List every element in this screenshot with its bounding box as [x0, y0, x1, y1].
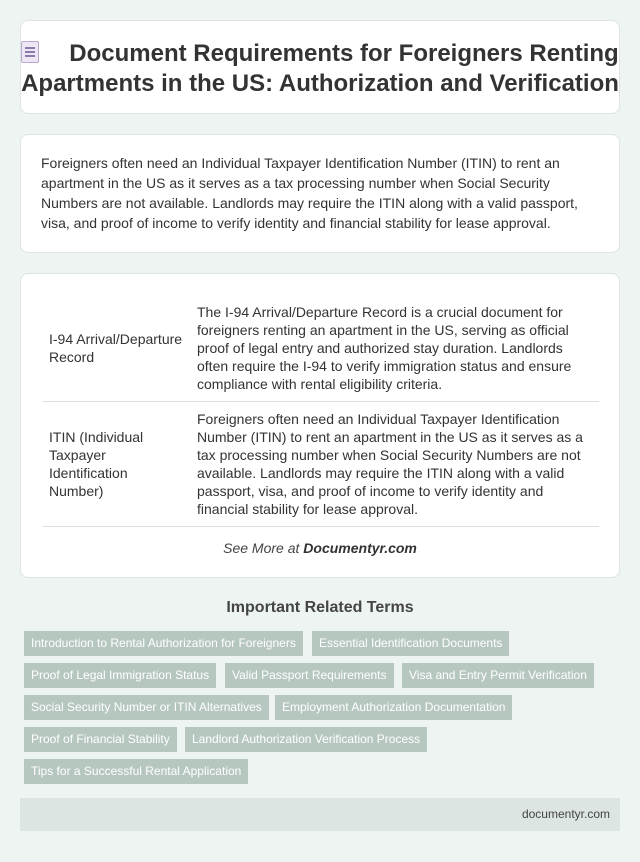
- intro-card: [20, 134, 620, 253]
- term-cell: ITIN (Individual Taxpayer Identification Number): [43, 402, 191, 527]
- related-term-tag[interactable]: Tips for a Successful Rental Application: [24, 759, 248, 784]
- related-term-tag[interactable]: Valid Passport Requirements: [225, 663, 394, 688]
- footer-site-link[interactable]: documentyr.com: [521, 807, 610, 821]
- page-title: [21, 39, 619, 99]
- see-more-prefix: See More at: [223, 540, 300, 556]
- page-title-text: Document Requirements for Foreigners Renting Apartments in the US: Authorization and Verification: [21, 40, 619, 97]
- related-term-tag[interactable]: Essential Identification Documents: [312, 631, 509, 656]
- description-cell: Foreigners often need an Individual Taxpayer Identification Number (ITIN) to rent an apartment in the US as it serves as a tax processing number when Social Security Numbers are not available. Landlords may require the ITIN along with a valid passport, visa, and proof of income to verify identity and financial stability for lease approval.: [191, 402, 599, 527]
- term-cell: I-94 Arrival/Departure Record: [43, 296, 191, 402]
- related-term-tag[interactable]: Proof of Financial Stability: [24, 727, 177, 752]
- related-term-tag[interactable]: Proof of Legal Immigration Status: [24, 663, 216, 688]
- document-table: [43, 296, 599, 527]
- intro-text: Foreigners often need an Individual Taxpayer Identification Number (ITIN) to rent an apartment in the US as it serves as a tax processing number when Social Security Numbers are not available. Landlords may require the ITIN along with a valid passport, visa, and proof of income to verify identity and financial stability for lease approval.: [41, 155, 578, 231]
- document-icon: [21, 41, 39, 63]
- document-table-card: [20, 273, 620, 578]
- related-term-tag[interactable]: Social Security Number or ITIN Alternatives: [24, 695, 269, 720]
- table-row: [43, 296, 599, 402]
- related-term-tag[interactable]: Introduction to Rental Authorization for Foreigners: [24, 631, 303, 656]
- title-card: [20, 20, 620, 114]
- related-term-tag[interactable]: Visa and Entry Permit Verification: [402, 663, 594, 688]
- related-term-tag[interactable]: Employment Authorization Documentation: [275, 695, 512, 720]
- see-more-link[interactable]: Documentyr.com: [303, 540, 417, 556]
- related-terms-heading: Important Related Terms: [226, 599, 414, 616]
- see-more: [21, 540, 619, 556]
- table-row: [43, 402, 599, 527]
- footer: [20, 798, 620, 831]
- related-term-tag[interactable]: Landlord Authorization Verification Process: [185, 727, 427, 752]
- description-cell: The I-94 Arrival/Departure Record is a crucial document for foreigners renting an apartment in the US, serving as official proof of legal entry and authorized stay duration. Landlords often require the I-94 to verify immigration status and ensure compliance with rental eligibility criteria.: [191, 296, 599, 402]
